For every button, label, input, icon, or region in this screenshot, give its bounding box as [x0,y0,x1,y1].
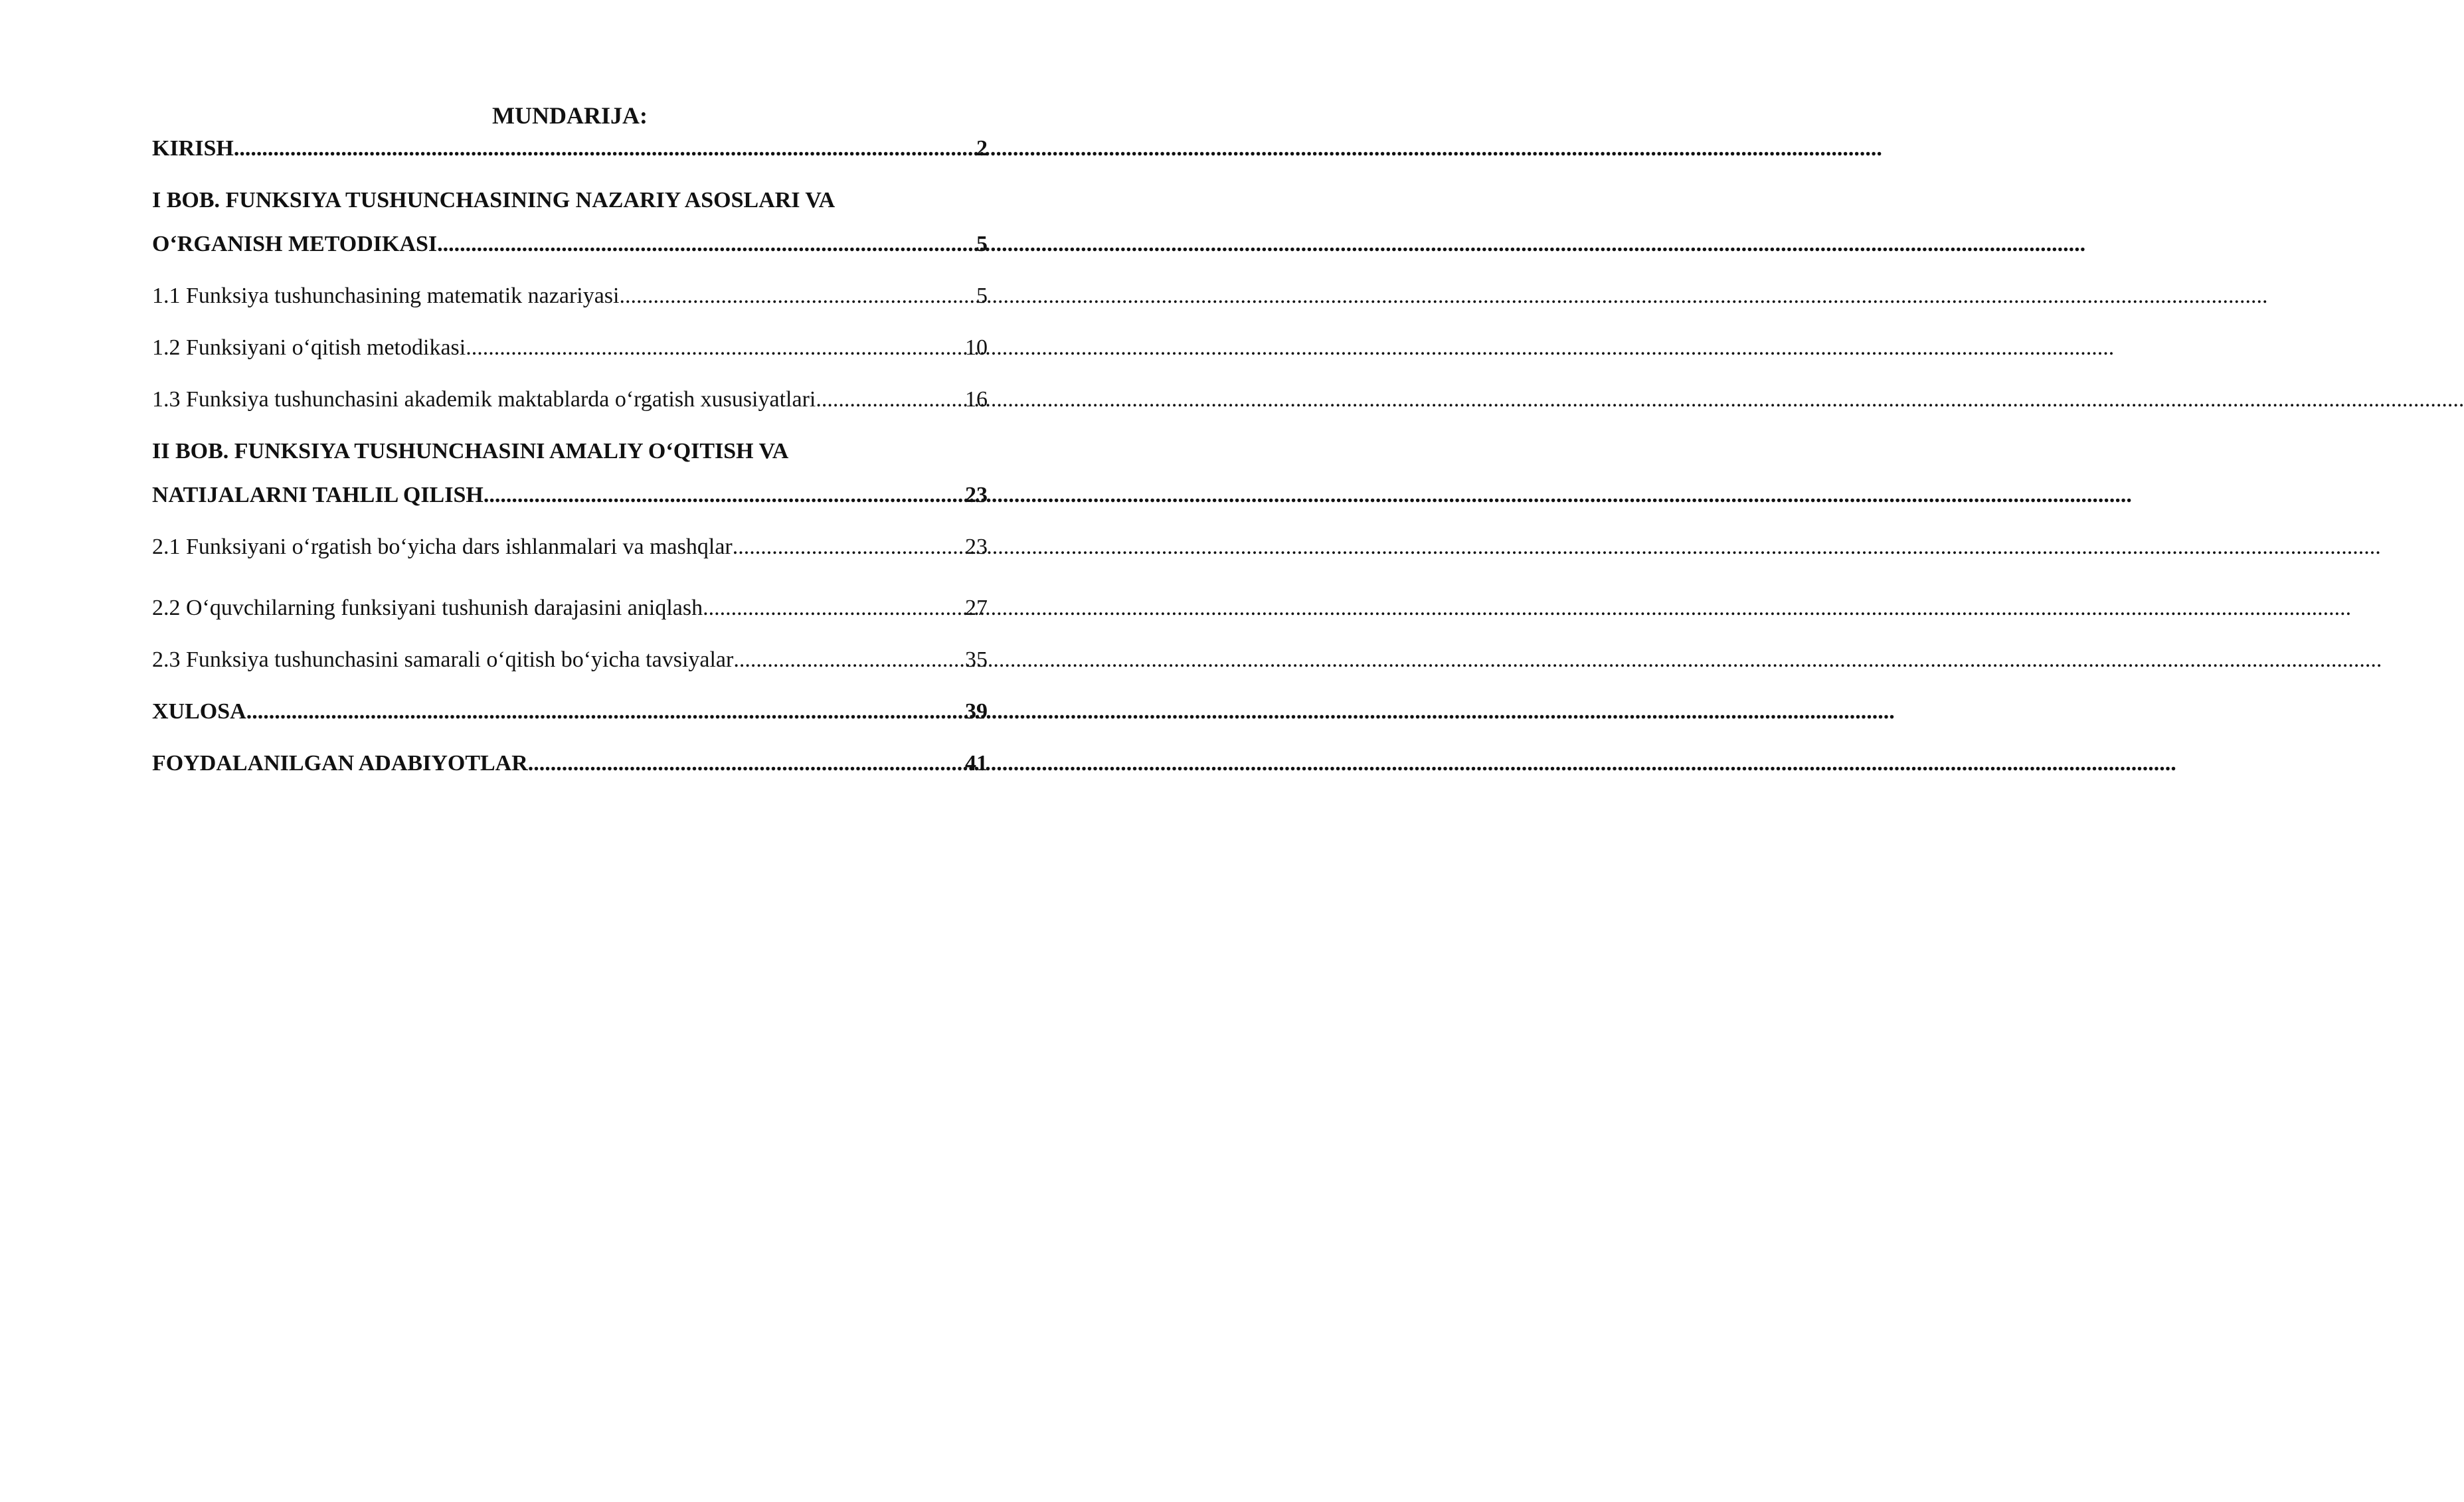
toc-entry-text: FOYDALANILGAN ADABIYOTLAR [152,751,528,776]
toc-page-number: 10 [965,335,988,360]
toc-page-number: 41 [965,751,988,776]
toc-entry-chapter-2[interactable] [152,438,988,509]
toc-entry-section-1-3[interactable] [152,386,988,413]
dot-leader [528,750,965,777]
toc-entry-heading-line: I BOB. FUNKSIYA TUSHUNCHASINING NAZARIY ASOSLARI VA [152,188,836,212]
dot-leader [437,231,976,258]
toc-entry-section-2-3[interactable] [152,647,988,673]
toc-entry-text: 2.3 Funksiya tushunchasini samarali o‘qitish bo‘yicha tavsiyalar [152,647,734,672]
toc-entry-section-1-1[interactable] [152,283,988,309]
toc-entry-text: 2.2 O‘quvchilarning funksiyani tushunish darajasini aniqlash [152,596,703,620]
dot-leader [619,283,976,309]
toc-entry-section-2-2[interactable] [152,595,988,622]
toc-page-number: 5 [976,232,988,256]
toc-entry-section-1-2[interactable] [152,335,988,361]
document-page [0,0,1063,1502]
toc-entry-text: 2.1 Funksiyani o‘rgatish bo‘yicha dars ishlanmalari va mashqlar [152,535,733,559]
toc-page-number: 5 [976,284,988,308]
dot-leader [246,699,965,725]
toc-entry-text: NATIJALARNI TAHLIL QILISH [152,483,484,507]
toc-page-number: 23 [965,483,988,507]
toc-entry-chapter-1[interactable] [152,187,988,258]
toc-entry-text: XULOSA [152,699,246,724]
toc-entry-heading-line: II BOB. FUNKSIYA TUSHUNCHASINI AMALIY O‘QITISH VA [152,439,789,463]
toc-entry-text: O‘RGANISH METODIKASI [152,232,438,256]
toc-page-number: 27 [965,596,988,620]
toc-page-number: 2 [976,136,988,161]
toc-entry-adabiyotlar[interactable] [152,750,988,777]
toc-page-number: 35 [965,647,988,672]
toc-entry-text: 1.1 Funksiya tushunchasining matematik nazariyasi [152,284,620,308]
toc-page-number: 39 [965,699,988,724]
dot-leader [816,386,965,413]
dot-leader [733,534,965,560]
dot-leader [234,135,976,162]
table-of-contents [152,100,988,776]
toc-page-number: 16 [965,387,988,412]
toc-entry-text: 1.2 Funksiyani o‘qitish metodikasi [152,335,466,360]
toc-entry-xulosa[interactable] [152,699,988,725]
dot-leader [733,647,965,673]
toc-entry-text: KIRISH [152,136,234,161]
dot-leader [466,335,965,361]
dot-leader [703,595,965,622]
toc-page-number: 23 [965,535,988,559]
dot-leader [484,482,965,509]
toc-entry-kirish[interactable] [152,135,988,162]
toc-entry-section-2-1[interactable] [152,534,988,560]
toc-entry-text: 1.3 Funksiya tushunchasini akademik maktablarda o‘rgatish xususiyatlari [152,387,816,412]
toc-title: MUNDARIJA: [492,102,648,129]
